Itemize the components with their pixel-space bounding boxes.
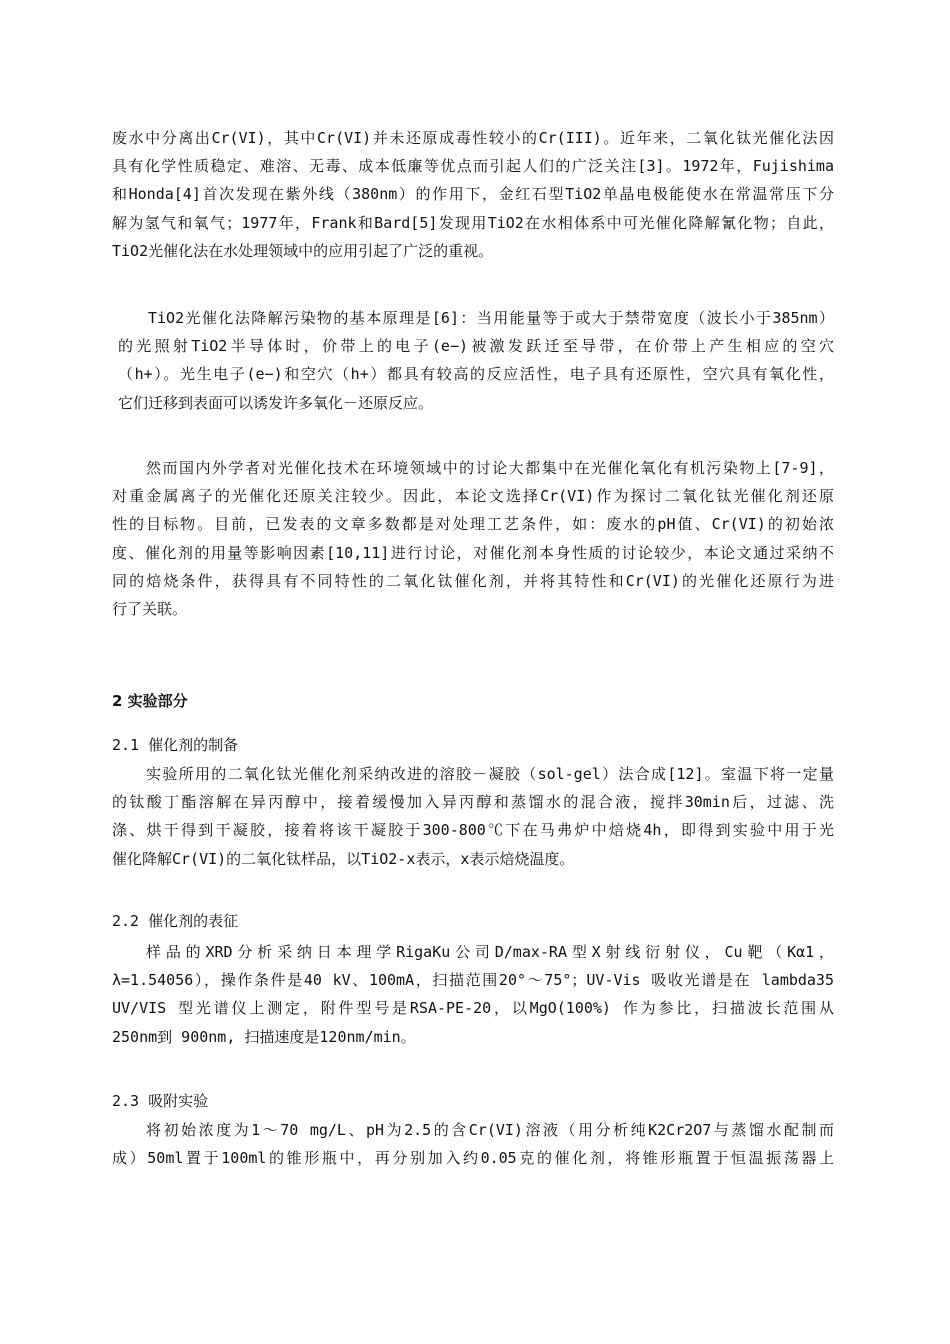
text-line: 它们迁移到表面可以诱发许多氧化－还原反应。 bbox=[118, 393, 434, 412]
paragraph-adsorption bbox=[112, 1116, 834, 1172]
text-line: 具有化学性质稳定、难溶、无毒、成本低廉等优点而引起人们的广泛关注[3]。1972年，Fujishima bbox=[112, 157, 834, 176]
text-line: （h+）。光生电子(e−)和空穴（h+）都具有较高的反应活性，电子具有还原性，空穴具有氧化性， bbox=[118, 365, 834, 384]
paragraph-characterization bbox=[112, 938, 834, 1051]
text-line: UV/VIS 型光谱仪上测定，附件型号是RSA-PE-20，以MgO(100%) 作为参比，扫描波长范围从 bbox=[112, 999, 834, 1018]
text-line: 将初始浓度为1～70 mg/L、pH为2.5的含Cr(VI)溶液（用分析纯K2Cr2O7与蒸馏水配制而 bbox=[146, 1121, 834, 1139]
text-line: 性的目标物。目前，已发表的文章多数都是对处理工艺条件，如：废水的pH值、Cr(VI)的初始浓 bbox=[112, 515, 834, 534]
text-line: 实验所用的二氧化钛光催化剂采纳改进的溶胶－凝胶（sol-gel）法合成[12]。室温下将一定量 bbox=[146, 765, 834, 783]
text-line: 样品的XRD分析采纳日本理学RigaKu公司D/max-RA型X射线衍射仪，Cu靶（Kα1， bbox=[146, 943, 834, 961]
text-line: 的光照射TiO2半导体时，价带上的电子(e−)被激发跃迁至导带，在价带上产生相应的空穴 bbox=[118, 337, 834, 356]
subsection-heading: 2.2 催化剂的表征 bbox=[112, 912, 239, 930]
subsection-heading: 2.1 催化剂的制备 bbox=[112, 736, 239, 754]
section-heading: 2 实验部分 bbox=[112, 692, 188, 710]
text-line: 同的焙烧条件，获得具有不同特性的二氧化钛催化剂，并将其特性和Cr(VI)的光催化还原行为进 bbox=[112, 571, 834, 590]
text-line: 度、催化剂的用量等影响因素[10,11]进行讨论，对催化剂本身性质的讨论较少，本论文通过采纳不 bbox=[112, 543, 834, 562]
text-line: 和Honda[4]首次发现在紫外线（380nm）的作用下，金红石型TiO2单晶电极能使水在常温常压下分 bbox=[112, 185, 834, 204]
text-line: λ=1.54056），操作条件是40 kV、100mA，扫描范围20°～75°；UV-Vis 吸收光谱是在 lambda35 bbox=[112, 971, 834, 990]
paragraph-intro-history bbox=[112, 124, 834, 265]
text-line: 的钛酸丁酯溶解在异丙醇中，接着缓慢加入异丙醇和蒸馏水的混合液，搅拌30min后，过滤、洗 bbox=[112, 793, 834, 812]
text-line: 然而国内外学者对光催化技术在环境领域中的讨论大都集中在光催化氧化有机污染物上[7-9]， bbox=[146, 459, 834, 477]
subsection-heading: 2.3 吸附实验 bbox=[112, 1092, 209, 1110]
paragraph-catalyst-preparation bbox=[112, 760, 834, 873]
text-line: 行了关联。 bbox=[112, 600, 188, 619]
text-line: 解为氢气和氧气；1977年，Frank和Bard[5]发现用TiO2在水相体系中可光催化降解氰化物；自此， bbox=[112, 213, 834, 232]
text-line: 250nm到 900nm, 扫描速度是120nm/min。 bbox=[112, 1027, 416, 1046]
text-line: 对重金属离子的光催化还原关注较少。因此，本论文选择Cr(VI)作为探讨二氧化钛光催化剂还原 bbox=[112, 487, 834, 506]
text-line: 废水中分离出Cr(VI)，其中Cr(VI)并未还原成毒性较小的Cr(III)。近年来，二氧化钛光催化法因 bbox=[112, 129, 834, 147]
paragraph-principle bbox=[118, 304, 834, 417]
text-line: TiO2光催化法在水处理领域中的应用引起了广泛的重视。 bbox=[112, 241, 494, 260]
text-line: 涤、烘干得到干凝胶，接着将该干凝胶于300-800℃下在马弗炉中焙烧4h，即得到实验中用于光 bbox=[112, 821, 834, 840]
text-line: TiO2光催化法降解污染物的基本原理是[6]：当用能量等于或大于禁带宽度（波长小于385nm） bbox=[148, 309, 834, 327]
text-line: 催化降解Cr(VI)的二氧化钛样品，以TiO2-x表示，x表示焙烧温度。 bbox=[112, 849, 575, 868]
text-line: 成）50ml置于100ml的锥形瓶中，再分别加入约0.05克的催化剂，将锥形瓶置于恒温振荡器上 bbox=[112, 1149, 834, 1168]
paragraph-research-motivation bbox=[112, 454, 834, 623]
